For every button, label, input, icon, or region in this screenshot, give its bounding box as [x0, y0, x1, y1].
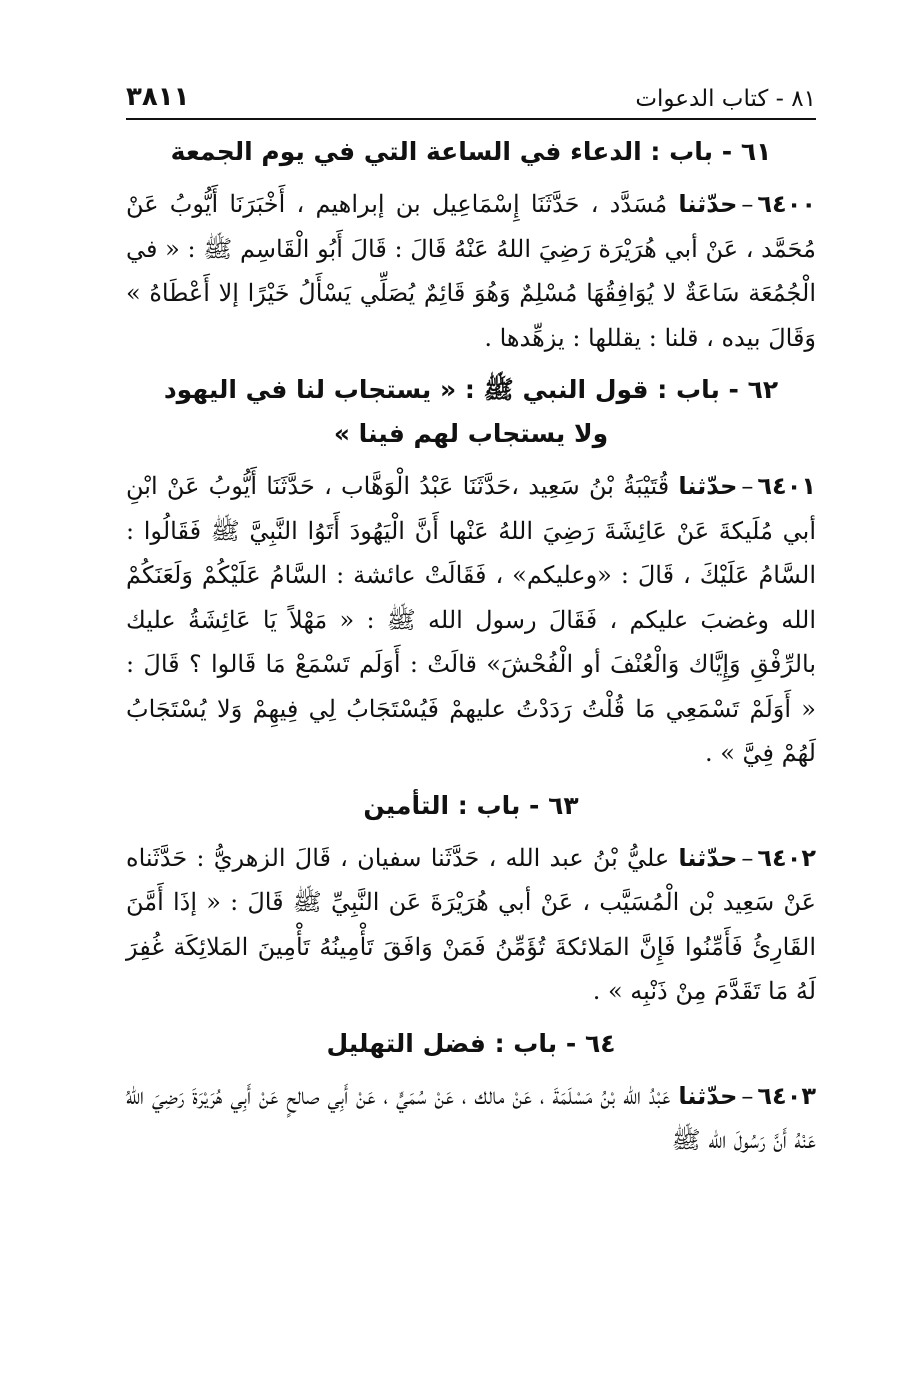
hadith-number: ٦٤٠٣: [757, 1081, 816, 1110]
running-title: ٨١ - كتاب الدعوات: [635, 86, 816, 112]
book-page: [126, 72, 816, 1163]
hadith-text: عليُّ بْنُ عبد الله ، حَدَّثَنا سفيان ، قَالَ الزهريُّ : حَدَّثَناه عَنْ سَعِيد بْن الْمُسَيَّب ، عَنْ أبي هُرَيْرَةَ عَن النَّبِيِّ ﷺ قَالَ : « إذَا أَمَّنَ القَارِئُ فَأَمِّنُوا فَإِنَّ المَلائكةَ تُؤَمِّنُ فَمَنْ وَافَقَ تَأْمِينُهُ تَأْمِينَ المَلائِكَة غُفِرَ لَهُ مَا تَقَدَّمَ مِنْ ذَنْبِه » .: [126, 843, 816, 1005]
dash-separator: –: [741, 472, 754, 500]
hadith-number: ٦٤٠٠: [757, 190, 816, 218]
narration-opening: حدّثنا: [678, 190, 738, 218]
hadith-paragraph: [126, 1074, 816, 1163]
chapter-heading-line-2: ولا يستجاب لهم فينا »: [333, 419, 609, 448]
dash-separator: –: [741, 843, 754, 872]
chapter-63: [126, 784, 816, 1014]
page-number: ٣٨١١: [126, 82, 190, 112]
hadith-paragraph: [126, 182, 816, 360]
hadith-text: قُتَيْبَةُ بْنُ سَعِيد ،حَدَّثَنَا عَبْدُ الْوَهَّاب ، حَدَّثَنَا أَيُّوبُ عَنْ ابْنِ أبي مُلَيكةَ عَنْ عَائِشَةَ رَضِيَ اللهُ عَنْها أَنَّ الْيَهُودَ أَتَوُا النَّبِيَّ ﷺ فَقَالُوا : السَّامُ عَلَيْكَ ، قَالَ : «وعليكم» ، فَقَالَتْ عائشة : السَّامُ عَلَيْكُمْ وَلَعَنَكُمْ الله وغضبَ عليكم ، فَقَالَ رسول الله ﷺ : « مَهْلاً يَا عَائِشَةُ عليك بالرِّفْقِ وَإِيَّاك وَالْعُنْفَ أو الْفُحْشَ» قالَتْ : أَوَلَم تَسْمَعْ مَا قَالوا ؟ قَالَ : « أَوَلَمْ تَسْمَعِي مَا قُلْتُ رَدَدْتُ عليهمْ فَيُسْتَجَابُ لِي فِيهِمْ وَلا يُسْتَجَابُ لَهُمْ فِيَّ » .: [126, 472, 816, 767]
chapter-heading-line-1: ٦٢ - باب : قول النبي ﷺ : « يستجاب لنا في اليهود: [163, 375, 779, 404]
chapter-61: [126, 130, 816, 360]
chapter-64: [126, 1022, 816, 1163]
hadith-number: ٦٤٠٢: [757, 843, 816, 872]
hadith-text: مُسَدَّد ، حَدَّثَنَا إِسْمَاعِيل بن إبراهيم ، أَخْبَرَنَا أَيُّوبُ عَنْ مُحَمَّد ، عَنْ أبي هُرَيْرَة رَضِيَ اللهُ عَنْهُ قَالَ : قَالَ أَبُو الْقَاسِم ﷺ : « في الْجُمُعَة سَاعَةٌ لا يُوَافِقُهَا مُسْلِمٌ وَهُوَ قَائِمٌ يُصَلِّي يَسْأَلُ خَيْرًا إلا أَعْطَاهُ » وَقَالَ بيده ، قلنا : يقللها : يزهِّدها .: [126, 190, 816, 352]
running-header: [126, 72, 816, 120]
chapter-heading: [126, 368, 816, 456]
dash-separator: –: [741, 1081, 754, 1110]
chapter-heading: ٦٣ - باب : التأمين: [363, 790, 579, 820]
narration-opening: حدّثنا: [678, 843, 738, 872]
hadith-text: عَبْدُ الله بْنُ مَسْلَمَةَ ، عَنْ مالك ، عَنْ سُمَيٍّ ، عَنْ أَبِي صالحٍ عَنْ أَبِي هُرَيْرَةَ رَضِيَ اللهُ عَنْهُ أَنَّ رَسُولَ الله ﷺ: [126, 1081, 816, 1154]
chapter-heading: ٦٤ - باب : فضل التهليل: [326, 1028, 616, 1058]
narration-opening: حدّثنا: [678, 472, 738, 500]
dash-separator: –: [741, 190, 754, 218]
chapter-62: [126, 368, 816, 776]
chapter-heading: ٦١ - باب : الدعاء في الساعة التي في يوم الجمعة: [170, 137, 772, 166]
narration-opening: حدّثنا: [678, 1081, 738, 1110]
hadith-paragraph: [126, 836, 816, 1014]
hadith-paragraph: [126, 464, 816, 776]
hadith-number: ٦٤٠١: [757, 472, 816, 500]
